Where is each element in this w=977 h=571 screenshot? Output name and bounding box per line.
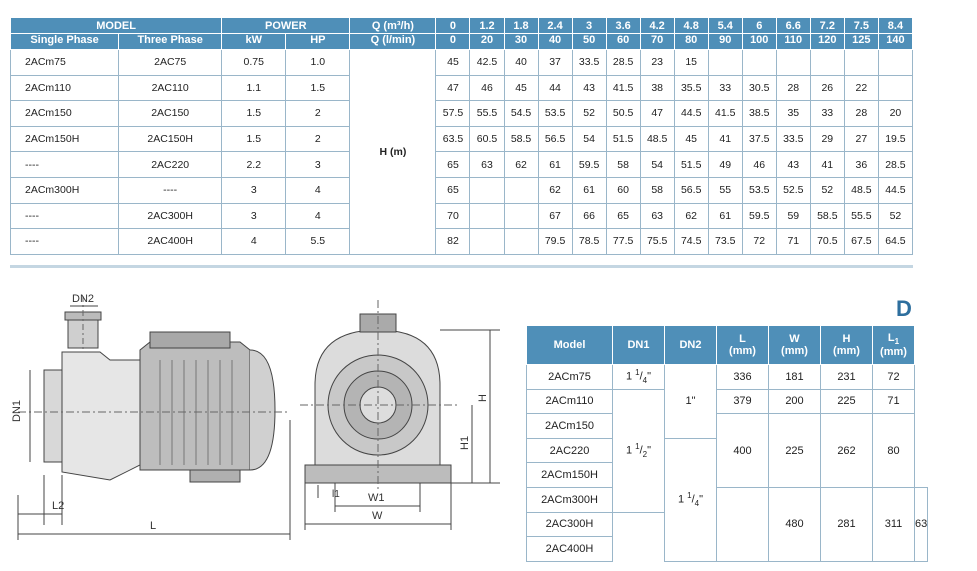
head-value-cell: 59.5 <box>742 203 776 229</box>
q-lmin-value: 80 <box>674 34 708 50</box>
head-value-cell: 41 <box>810 152 844 178</box>
power-header: POWER <box>222 18 350 34</box>
table-row <box>11 50 913 76</box>
single-phase-cell: ---- <box>11 229 119 255</box>
q-m3h-value: 6.6 <box>776 18 810 34</box>
head-value-cell: 33 <box>810 101 844 127</box>
l1-col-header: $L_1$ (mm) <box>873 326 915 365</box>
table-row <box>11 177 913 203</box>
head-value-cell: 43 <box>776 152 810 178</box>
head-value-cell: 73.5 <box>708 229 742 255</box>
mm-unit: (mm) <box>729 345 756 357</box>
head-value-cell: 28.5 <box>878 152 912 178</box>
q-lmin-value: 50 <box>572 34 606 50</box>
head-value-cell <box>470 229 504 255</box>
l-cell: 336 <box>717 365 769 390</box>
dims-row <box>527 487 928 512</box>
l1-label: L <box>887 331 895 344</box>
l-cell: 480 <box>769 487 821 561</box>
performance-body <box>11 50 913 255</box>
q-lmin-value: 0 <box>436 34 470 50</box>
head-value-cell: 45 <box>674 126 708 152</box>
model-cell: 2AC400H <box>527 537 613 562</box>
label-w1: W1 <box>368 492 385 504</box>
head-value-cell: 47 <box>436 75 470 101</box>
head-value-cell: 44.5 <box>878 177 912 203</box>
single-phase-header: Single Phase <box>11 34 119 50</box>
head-value-cell: 15 <box>674 50 708 76</box>
head-value-cell: 26 <box>810 75 844 101</box>
head-value-cell: 55 <box>708 177 742 203</box>
head-value-cell: 40 <box>504 50 538 76</box>
head-value-cell: 49 <box>708 152 742 178</box>
head-value-cell: 50.5 <box>606 101 640 127</box>
head-value-cell: 58 <box>640 177 674 203</box>
dn1-col-header: DN1 <box>613 326 665 365</box>
head-value-cell <box>708 50 742 76</box>
dn2-cell: 1 $^1/_4$" <box>665 438 717 561</box>
q-m3h-value: 4.2 <box>640 18 674 34</box>
model-cell: 2AC220 <box>527 438 613 463</box>
header-row-1 <box>11 18 913 34</box>
divider <box>10 265 913 268</box>
three-phase-cell: 2AC220 <box>119 152 222 178</box>
hp-cell: 1.0 <box>286 50 350 76</box>
q-m3h-value: 1.2 <box>470 18 504 34</box>
l1-cell: 72 <box>873 365 915 390</box>
q-m3h-value: 7.2 <box>810 18 844 34</box>
table-row <box>11 126 913 152</box>
head-value-cell: 60 <box>606 177 640 203</box>
single-phase-cell: 2ACm150 <box>11 101 119 127</box>
three-phase-cell: 2AC110 <box>119 75 222 101</box>
dims-row <box>527 389 928 414</box>
head-value-cell: 33.5 <box>776 126 810 152</box>
model-cell: 2ACm75 <box>527 365 613 390</box>
head-value-cell: 63 <box>470 152 504 178</box>
head-value-cell: 23 <box>640 50 674 76</box>
dn1-cell: 1 $^1/_2$" <box>613 389 665 512</box>
three-phase-cell: 2AC150H <box>119 126 222 152</box>
q-lmin-value: 90 <box>708 34 742 50</box>
table-row <box>11 152 913 178</box>
head-value-cell: 38 <box>640 75 674 101</box>
single-phase-cell: 2ACm110 <box>11 75 119 101</box>
head-value-cell: 64.5 <box>878 229 912 255</box>
head-label-cell: H (m) <box>350 50 436 255</box>
three-phase-cell: 2AC300H <box>119 203 222 229</box>
head-value-cell: 44.5 <box>674 101 708 127</box>
head-value-cell: 62 <box>674 203 708 229</box>
head-value-cell: 70 <box>436 203 470 229</box>
head-value-cell: 65 <box>436 152 470 178</box>
head-value-cell: 28 <box>844 101 878 127</box>
q-m3h-value: 5.4 <box>708 18 742 34</box>
three-phase-header: Three Phase <box>119 34 222 50</box>
hp-cell: 4 <box>286 177 350 203</box>
head-value-cell: 48.5 <box>640 126 674 152</box>
head-value-cell: 55.5 <box>470 101 504 127</box>
head-value-cell: 19.5 <box>878 126 912 152</box>
kw-cell: 3 <box>222 203 286 229</box>
dn1-cell: 1 $^1/_4$" <box>613 365 665 390</box>
l1-cell: 63 <box>915 487 928 561</box>
label-l1: l1 <box>332 489 340 500</box>
label-h: H <box>477 394 489 402</box>
dn2-den: 4 <box>694 499 700 509</box>
head-value-cell: 63 <box>640 203 674 229</box>
q-m3h-value: 6 <box>742 18 776 34</box>
head-value-cell: 65 <box>436 177 470 203</box>
head-value-cell: 43 <box>572 75 606 101</box>
l-col-header <box>717 326 769 365</box>
dn2-col-header: DN2 <box>665 326 717 365</box>
q-m3h-value: 7.5 <box>844 18 878 34</box>
head-value-cell: 33 <box>708 75 742 101</box>
head-value-cell: 35.5 <box>674 75 708 101</box>
h-cell: 231 <box>821 365 873 390</box>
model-cell: 2ACm300H <box>527 487 613 512</box>
hp-cell: 3 <box>286 152 350 178</box>
w-cell: 200 <box>769 389 821 414</box>
head-value-cell: 61 <box>708 203 742 229</box>
dn1-den: 4 <box>642 376 648 386</box>
head-value-cell: 54 <box>572 126 606 152</box>
dn1-whole: 1 <box>625 444 633 457</box>
q-lmin-value: 20 <box>470 34 504 50</box>
head-value-cell: 52 <box>878 203 912 229</box>
dn1-num: 1 <box>635 442 640 452</box>
head-value-cell: 62 <box>504 152 538 178</box>
dimensions-table <box>526 325 928 562</box>
section-letter: D <box>896 296 912 321</box>
model-col-header: Model <box>527 326 613 365</box>
head-value-cell: 33.5 <box>572 50 606 76</box>
head-value-cell: 28 <box>776 75 810 101</box>
mm-unit: (mm) <box>833 345 860 357</box>
hp-cell: 5.5 <box>286 229 350 255</box>
label-h1: H1 <box>459 435 471 450</box>
three-phase-cell: ---- <box>119 177 222 203</box>
q-lmin-value: 40 <box>538 34 572 50</box>
head-value-cell: 77.5 <box>606 229 640 255</box>
head-value-cell: 22 <box>844 75 878 101</box>
q-lmin-value: 120 <box>810 34 844 50</box>
head-value-cell: 63.5 <box>436 126 470 152</box>
hp-cell: 4 <box>286 203 350 229</box>
dn1-den: 2 <box>642 450 648 459</box>
head-value-cell: 37 <box>538 50 572 76</box>
q-m3h-value: 4.8 <box>674 18 708 34</box>
dn2-whole: 1 <box>677 494 685 506</box>
head-value-cell: 58.5 <box>504 126 538 152</box>
head-value-cell <box>878 50 912 76</box>
w-cell: 225 <box>769 414 821 488</box>
hp-cell: 2 <box>286 101 350 127</box>
head-value-cell: 41.5 <box>708 101 742 127</box>
h-cell: 225 <box>821 389 873 414</box>
head-value-cell: 78.5 <box>572 229 606 255</box>
table-row <box>11 101 913 127</box>
head-value-cell: 61 <box>538 152 572 178</box>
head-value-cell: 46 <box>470 75 504 101</box>
header-row-2 <box>11 34 913 50</box>
head-value-cell: 67 <box>538 203 572 229</box>
model-cell: 2ACm150 <box>527 414 613 439</box>
dn1-cell-empty <box>717 487 769 561</box>
head-value-cell: 36 <box>844 152 878 178</box>
q-lmin-header: Q (l/min) <box>350 34 436 50</box>
model-header: MODEL <box>11 18 222 34</box>
model-cell: 2AC300H <box>527 512 613 537</box>
q-lmin-value: 60 <box>606 34 640 50</box>
h-col-header <box>821 326 873 365</box>
head-value-cell: 41 <box>708 126 742 152</box>
head-value-cell: 38.5 <box>742 101 776 127</box>
single-phase-cell: 2ACm75 <box>11 50 119 76</box>
table-row <box>11 229 913 255</box>
dn1-num: 1 <box>635 368 640 378</box>
head-value-cell: 20 <box>878 101 912 127</box>
single-phase-cell: ---- <box>11 203 119 229</box>
kw-cell: 1.5 <box>222 101 286 127</box>
dn2-num: 1 <box>687 491 692 501</box>
model-cell: 2ACm110 <box>527 389 613 414</box>
performance-table <box>10 17 913 255</box>
head-value-cell: 42.5 <box>470 50 504 76</box>
head-value-cell: 56.5 <box>674 177 708 203</box>
hp-cell: 1.5 <box>286 75 350 101</box>
head-value-cell: 54 <box>640 152 674 178</box>
head-value-cell: 51.5 <box>606 126 640 152</box>
head-value-cell: 57.5 <box>436 101 470 127</box>
h-cell: 311 <box>873 487 915 561</box>
label-w: W <box>372 510 383 522</box>
hp-cell: 2 <box>286 126 350 152</box>
w-cell: 181 <box>769 365 821 390</box>
head-value-cell: 70.5 <box>810 229 844 255</box>
q-m3h-value: 1.8 <box>504 18 538 34</box>
head-value-cell: 67.5 <box>844 229 878 255</box>
q-lmin-value: 70 <box>640 34 674 50</box>
model-cell: 2ACm150H <box>527 463 613 488</box>
q-m3h-header: Q (m³/h) <box>350 18 436 34</box>
head-value-cell: 45 <box>436 50 470 76</box>
head-value-cell: 45 <box>504 75 538 101</box>
label-l2: L2 <box>52 500 65 512</box>
head-value-cell: 52.5 <box>776 177 810 203</box>
label-dn2: DN2 <box>72 293 95 305</box>
head-value-cell: 41.5 <box>606 75 640 101</box>
q-m3h-value: 2.4 <box>538 18 572 34</box>
dims-row <box>527 414 928 439</box>
head-value-cell: 52 <box>810 177 844 203</box>
q-lmin-value: 140 <box>878 34 912 50</box>
q-m3h-value: 8.4 <box>878 18 912 34</box>
head-value-cell: 56.5 <box>538 126 572 152</box>
head-value-cell: 54.5 <box>504 101 538 127</box>
head-value-cell: 28.5 <box>606 50 640 76</box>
pump-drawing <box>0 290 520 571</box>
single-phase-cell: 2ACm150H <box>11 126 119 152</box>
head-value-cell <box>810 50 844 76</box>
head-value-cell: 46 <box>742 152 776 178</box>
q-lmin-value: 110 <box>776 34 810 50</box>
head-value-cell: 53.5 <box>742 177 776 203</box>
head-value-cell: 79.5 <box>538 229 572 255</box>
q-m3h-value: 3.6 <box>606 18 640 34</box>
l1-cell: 71 <box>873 389 915 414</box>
dn1-whole: 1 <box>625 371 633 384</box>
head-value-cell <box>878 75 912 101</box>
head-value-cell: 27 <box>844 126 878 152</box>
head-value-cell <box>504 229 538 255</box>
head-value-cell <box>470 177 504 203</box>
w-cell: 281 <box>821 487 873 561</box>
q-lmin-value: 30 <box>504 34 538 50</box>
head-value-cell <box>470 203 504 229</box>
head-value-cell: 72 <box>742 229 776 255</box>
head-value-cell: 62 <box>538 177 572 203</box>
three-phase-cell: 2AC150 <box>119 101 222 127</box>
l-cell: 379 <box>717 389 769 414</box>
head-value-cell: 59.5 <box>572 152 606 178</box>
three-phase-cell: 2AC400H <box>119 229 222 255</box>
dims-header-row <box>527 326 928 365</box>
head-value-cell: 58.5 <box>810 203 844 229</box>
head-value-cell: 82 <box>436 229 470 255</box>
l1-cell: 80 <box>873 414 915 488</box>
head-value-cell <box>504 203 538 229</box>
w-label: W <box>789 333 800 345</box>
label-dn1: DN1 <box>11 399 23 422</box>
hp-header: HP <box>286 34 350 50</box>
head-value-cell: 65 <box>606 203 640 229</box>
head-value-cell: 75.5 <box>640 229 674 255</box>
head-value-cell <box>776 50 810 76</box>
head-value-cell: 59 <box>776 203 810 229</box>
l-cell: 400 <box>717 414 769 488</box>
mm-unit: (mm) <box>781 345 808 357</box>
head-value-cell: 74.5 <box>674 229 708 255</box>
kw-header: kW <box>222 34 286 50</box>
kw-cell: 3 <box>222 177 286 203</box>
three-phase-cell: 2AC75 <box>119 50 222 76</box>
head-value-cell: 58 <box>606 152 640 178</box>
kw-cell: 1.5 <box>222 126 286 152</box>
head-value-cell: 30.5 <box>742 75 776 101</box>
q-lmin-value: 100 <box>742 34 776 50</box>
head-value-cell: 35 <box>776 101 810 127</box>
head-value-cell: 48.5 <box>844 177 878 203</box>
l-label: L <box>739 333 746 345</box>
head-value-cell: 51.5 <box>674 152 708 178</box>
head-value-cell: 55.5 <box>844 203 878 229</box>
single-phase-cell: ---- <box>11 152 119 178</box>
table-row <box>11 203 913 229</box>
kw-cell: 2.2 <box>222 152 286 178</box>
table-row <box>11 75 913 101</box>
head-value-cell: 60.5 <box>470 126 504 152</box>
head-value-cell: 44 <box>538 75 572 101</box>
head-value-cell: 47 <box>640 101 674 127</box>
kw-cell: 4 <box>222 229 286 255</box>
label-l: L <box>150 520 157 532</box>
q-lmin-value: 125 <box>844 34 878 50</box>
head-value-cell: 71 <box>776 229 810 255</box>
q-m3h-value: 3 <box>572 18 606 34</box>
head-value-cell <box>742 50 776 76</box>
head-value-cell: 37.5 <box>742 126 776 152</box>
head-value-cell: 61 <box>572 177 606 203</box>
head-value-cell: 66 <box>572 203 606 229</box>
h-label: H <box>842 333 851 345</box>
head-value-cell: 29 <box>810 126 844 152</box>
head-value-cell: 52 <box>572 101 606 127</box>
q-m3h-value: 0 <box>436 18 470 34</box>
head-value-cell <box>504 177 538 203</box>
dn2-cell: 1" <box>665 365 717 439</box>
kw-cell: 0.75 <box>222 50 286 76</box>
single-phase-cell: 2ACm300H <box>11 177 119 203</box>
head-value-cell <box>844 50 878 76</box>
w-col-header <box>769 326 821 365</box>
head-value-cell: 53.5 <box>538 101 572 127</box>
h-cell: 262 <box>821 414 873 488</box>
kw-cell: 1.1 <box>222 75 286 101</box>
dims-row <box>527 365 928 390</box>
mm-unit: (mm) <box>880 346 907 359</box>
